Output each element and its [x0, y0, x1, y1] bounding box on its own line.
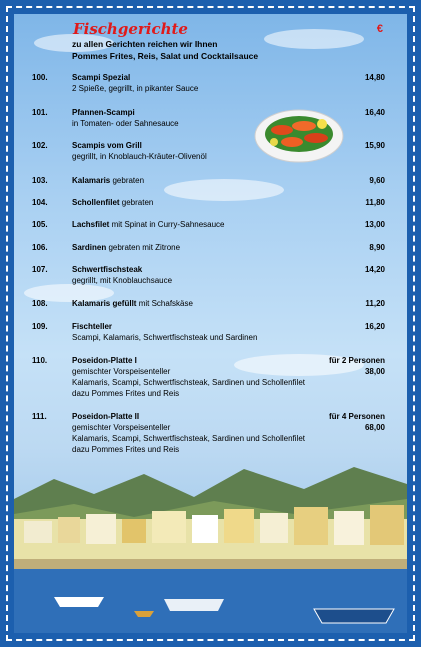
item-description: [72, 107, 327, 129]
item-number: 109.: [32, 322, 48, 331]
greek-harbor-illustration: [14, 459, 407, 633]
item-detail: gebraten mit Zitrone: [106, 243, 181, 252]
item-price: 38,00: [364, 367, 385, 376]
item-name: Pfannen-Scampi: [72, 108, 135, 117]
item-number: 102.: [32, 141, 48, 150]
item-price: 9,60: [369, 176, 385, 185]
item-name: Schollenfilet: [72, 198, 120, 207]
item-number: 103.: [32, 176, 48, 185]
item-name: Kalamaris: [72, 176, 111, 185]
item-name: Schwertfischsteak: [72, 265, 143, 274]
item-description: [72, 242, 327, 253]
item-description: [72, 264, 327, 286]
item-number: 108.: [32, 299, 48, 308]
item-number: 101.: [32, 108, 48, 117]
item-number: 107.: [32, 265, 48, 274]
item-detail: Scampi, Kalamaris, Schwertfischsteak und Sardinen: [72, 333, 258, 342]
item-description: [72, 72, 327, 94]
item-name: Scampis vom Grill: [72, 141, 142, 150]
item-number: 104.: [32, 198, 48, 207]
item-description: [72, 140, 327, 162]
item-name: Lachsfilet: [72, 220, 110, 229]
item-name: Sardinen: [72, 243, 107, 252]
item-description: [72, 321, 327, 343]
item-price: 11,80: [365, 198, 385, 207]
subtitle-line: zu allen Gerichten reichen wir Ihnen: [72, 39, 218, 49]
item-detail: Kalamaris, Scampi, Schwertfischsteak, Sardinen und Schollenfilet: [72, 434, 305, 443]
item-price: 15,90: [364, 141, 385, 150]
item-number: 110.: [32, 356, 48, 365]
item-price: 16,20: [364, 322, 385, 331]
item-price: 14,80: [364, 73, 385, 82]
item-detail: gegrillt, in Knoblauch-Kräuter-Olivenöl: [72, 152, 207, 161]
item-detail: dazu Pommes Frites und Reis: [72, 445, 180, 454]
item-name: Poseidon-Platte II: [72, 412, 140, 421]
item-price: 11,20: [365, 299, 385, 308]
item-price: 13,00: [364, 220, 385, 229]
item-detail: gebraten: [110, 176, 145, 185]
item-detail: in Tomaten- oder Sahnesauce: [72, 119, 179, 128]
section-subtitle: [72, 39, 258, 62]
item-price: 68,00: [364, 423, 385, 432]
item-detail: 2 Spieße, gegrillt, in pikanter Sauce: [72, 84, 199, 93]
subtitle-line: Pommes Frites, Reis, Salat und Cocktailsauce: [72, 50, 259, 61]
item-name: Scampi Spezial: [72, 73, 131, 82]
item-price: 8,90: [369, 243, 385, 252]
item-description: [72, 219, 327, 230]
item-price: 14,20: [364, 265, 385, 274]
cloud: [264, 29, 364, 49]
item-detail: gebraten: [119, 198, 154, 207]
item-number: 100.: [32, 73, 48, 82]
item-name: Poseidon-Platte I: [72, 356, 137, 365]
item-detail: gegrillt, mit Knoblauchsauce: [72, 276, 173, 285]
menu-panel: [14, 14, 407, 633]
item-detail: mit Spinat in Curry-Sahnesauce: [109, 220, 225, 229]
item-detail: dazu Pommes Frites und Reis: [72, 389, 180, 398]
item-number: 111.: [32, 412, 47, 421]
item-number: 105.: [32, 220, 48, 229]
item-number: 106.: [32, 243, 48, 252]
item-detail: gemischter Vorspeisenteller: [72, 367, 171, 376]
item-description: [72, 298, 327, 309]
item-persons: für 4 Personen: [328, 412, 385, 421]
item-detail: gemischter Vorspeisenteller: [72, 423, 171, 432]
item-name: Fischteller: [72, 322, 113, 331]
item-detail: Kalamaris, Scampi, Schwertfischsteak, Sardinen und Schollenfilet: [72, 378, 305, 387]
item-persons: für 2 Personen: [328, 356, 385, 365]
item-price: 16,40: [364, 108, 385, 117]
item-detail: mit Schafskäse: [136, 299, 193, 308]
item-description: [72, 197, 327, 208]
section-title: Fischgerichte: [73, 20, 188, 38]
item-name: Kalamaris gefüllt: [72, 299, 137, 308]
item-description: [72, 175, 327, 186]
currency-symbol: €: [376, 23, 383, 35]
